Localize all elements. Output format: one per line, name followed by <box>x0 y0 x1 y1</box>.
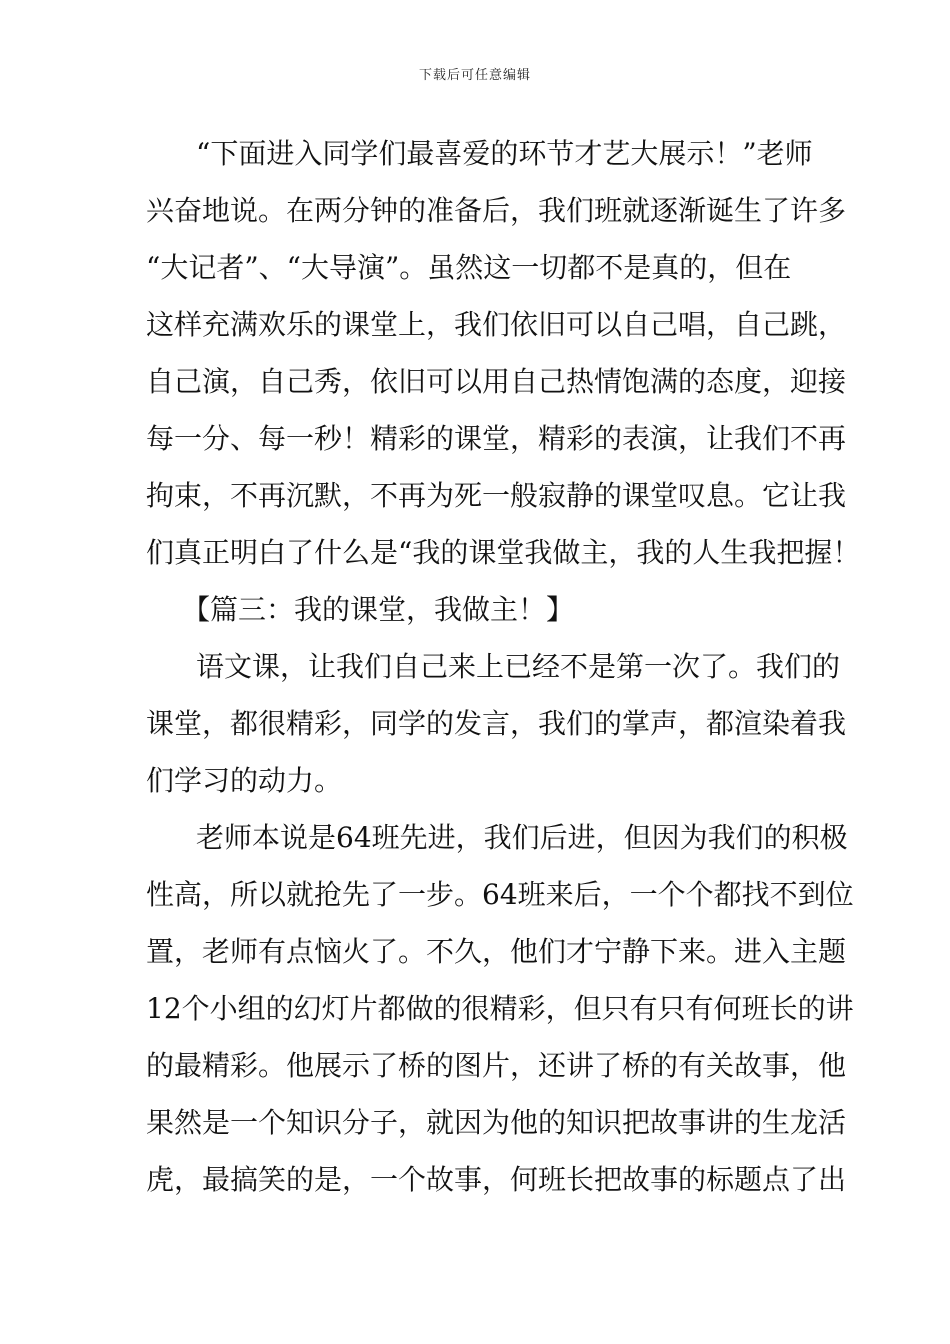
body-text-line: 拘束，不再沉默，不再为死一般寂静的课堂叹息。它让我 <box>146 479 847 512</box>
body-text-line: 性高，所以就抢先了一步。64班来后，一个个都找不到位 <box>146 878 854 911</box>
body-text-line: 虎，最搞笑的是，一个故事，何班长把故事的标题点了出 <box>146 1163 847 1196</box>
section-heading: 【篇三：我的课堂，我做主！】 <box>182 593 575 626</box>
body-text-line: 课堂，都很精彩，同学的发言，我们的掌声，都渲染着我 <box>146 707 847 740</box>
body-text-line: 每一分、每一秒！精彩的课堂，精彩的表演，让我们不再 <box>146 422 847 455</box>
body-text-line: 老师本说是64班先进，我们后进，但因为我们的积极 <box>196 821 848 854</box>
body-text-line: 语文课，让我们自己来上已经不是第一次了。我们的 <box>196 650 841 683</box>
body-text-line: 兴奋地说。在两分钟的准备后，我们班就逐渐诞生了许多 <box>146 194 847 227</box>
body-text-line: 12个小组的幻灯片都做的很精彩，但只有只有何班长的讲 <box>146 992 854 1025</box>
body-text-line: 这样充满欢乐的课堂上，我们依旧可以自己唱，自己跳， <box>146 308 847 341</box>
body-text-line: “下面进入同学们最喜爱的环节才艺大展示！”老师 <box>196 137 813 170</box>
body-text-line: “大记者”、“大导演”。虽然这一切都不是真的，但在 <box>146 251 792 284</box>
body-text-line: 自己演，自己秀，依旧可以用自己热情饱满的态度，迎接 <box>146 365 847 398</box>
body-text-line: 的最精彩。他展示了桥的图片，还讲了桥的有关故事，他 <box>146 1049 847 1082</box>
body-text-line: 们真正明白了什么是“我的课堂我做主，我的人生我把握！ <box>146 536 861 569</box>
page-header-note: 下载后可任意编辑 <box>418 68 531 83</box>
body-text-line: 置，老师有点恼火了。不久，他们才宁静下来。进入主题 <box>146 935 847 968</box>
body-text-line: 们学习的动力。 <box>146 764 343 797</box>
body-text-line: 果然是一个知识分子，就因为他的知识把故事讲的生龙活 <box>146 1106 847 1139</box>
